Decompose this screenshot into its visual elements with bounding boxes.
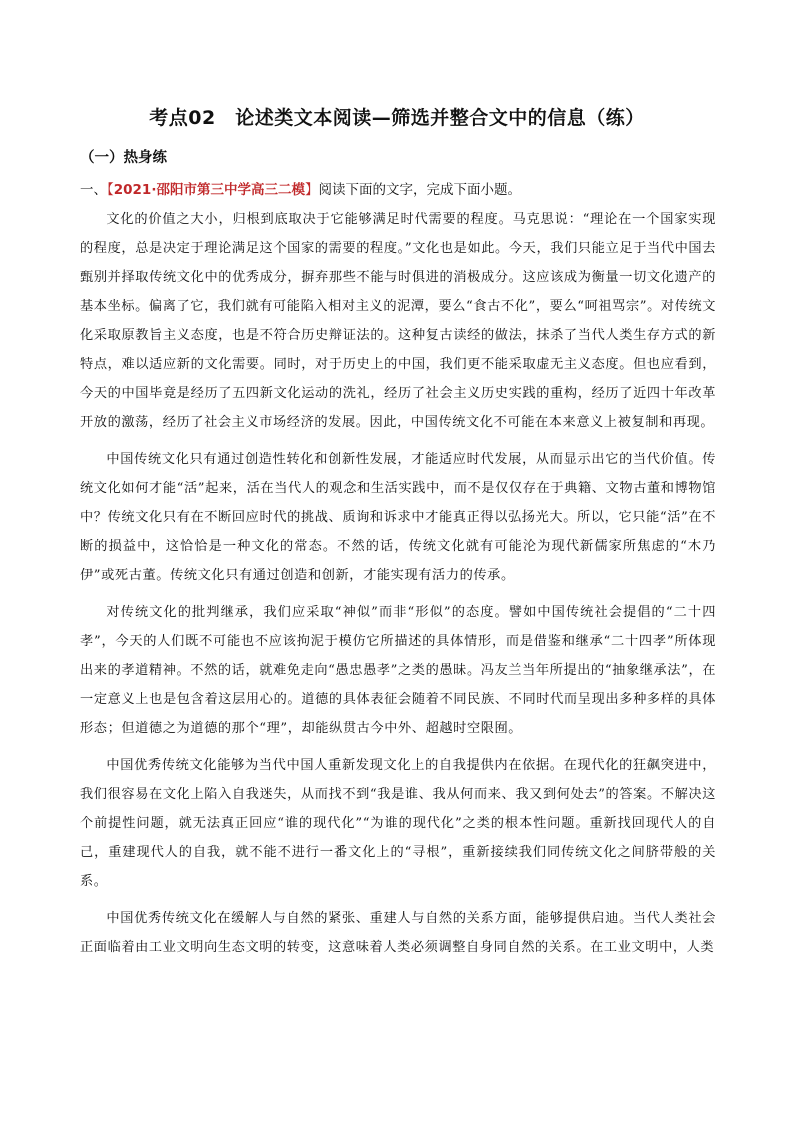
question-number: 一、 xyxy=(80,182,107,198)
paragraph-1: 文化的价值之大小，归根到底取决于它能够满足时代需要的程度。马克思说：“理论在一个国家实现的程度，总是决定于理论满足这个国家的需要的程度。”文化也是如此。今天，我们只能立足于当代中国去甄别并择取传统文化中的优秀成分，摒弃那些不能与时俱进的消极成分。这应该成为衡量一切文化遗产的基本坐标。偏离了它，我们就有可能陷入相对主义的泥潭，要么“食古不化”，要么“呵祖骂宗”。对传统文化采取原教旨主义态度，也是不符合历史辩证法的。这种复古读经的做法，抹杀了当代人类生存方式的新特点，难以适应新的文化需要。同时，对于历史上的中国，我们更不能采取虚无主义态度。但也应看到，今天的中国毕竟是经历了五四新文化运动的洗礼，经历了社会主义历史实践的重构，经历了近四十年改革开放的激荡，经历了社会主义市场经济的发展。因此，中国传统文化不可能在本来意义上被复制和再现。 xyxy=(80,212,717,430)
question-instruction: 阅读下面的文字，完成下面小题。 xyxy=(318,182,521,198)
source-bracket-open: 【 xyxy=(107,182,114,198)
paragraph-3: 对传统文化的批判继承，我们应采取“神似”而非“形似”的态度。譬如中国传统社会提倡的“二十四孝”，今天的人们既不可能也不应该拘泥于模仿它所描述的具体情形，而是借鉴和继承“二十四孝”所体现出来的孝道精神。不然的话，就难免走向“愚忠愚孝”之类的愚昧。冯友兰当年所提出的“抽象继承法”，在一定意义上也是包含着这层用心的。道德的具体表征会随着不同民族、不同时代而呈现出多种多样的具体形态；但道德之为道德的那个“理”，却能纵贯古今中外、超越时空限囿。 xyxy=(80,605,717,736)
section-heading: （一）热身练 xyxy=(80,150,167,166)
paragraph-2: 中国传统文化只有通过创造性转化和创新性发展，才能适应时代发展，从而显示出它的当代价值。传统文化如何才能“活”起来，活在当代人的观念和生活实践中，而不是仅仅存在于典籍、文物古董和博物馆中？传统文化只有在不断回应时代的挑战、质询和诉求中才能真正得以弘扬光大。所以，它只能“活”在不断的损益中，这恰恰是一种文化的常态。不然的话，传统文化就有可能沦为现代新儒家所焦虑的“木乃伊”或死古董。传统文化只有通过创造和创新，才能实现有活力的传承。 xyxy=(80,452,716,583)
paragraph-5: 中国优秀传统文化在缓解人与自然的紧张、重建人与自然的关系方面，能够提供启迪。当代人类社会正面临着由工业文明向生态文明的转变，这意味着人类必须调整自身同自然的关系。在工业文明中，人类 xyxy=(80,911,716,955)
question-source: 2021·邵阳市第三中学高三二模 xyxy=(113,182,305,198)
page-title: 考点02 论述类文本阅读—筛选并整合文中的信息（练） xyxy=(149,107,645,129)
paragraph-4: 中国优秀传统文化能够为当代中国人重新发现文化上的自我提供内在依据。在现代化的狂飙突进中，我们很容易在文化上陷入自我迷失，从而找不到“我是谁、我从何而来、我又到何处去”的答案。不解决这个前提性问题，就无法真正回应“谁的现代化”“为谁的现代化”之类的根本性问题。重新找回现代人的自己，重建现代人的自我，就不能不进行一番文化上的“寻根”，重新接续我们同传统文化之间脐带般的关系。 xyxy=(80,758,716,889)
source-bracket-close: 】 xyxy=(304,182,319,198)
question-prompt xyxy=(80,178,521,198)
article-body xyxy=(80,205,716,970)
